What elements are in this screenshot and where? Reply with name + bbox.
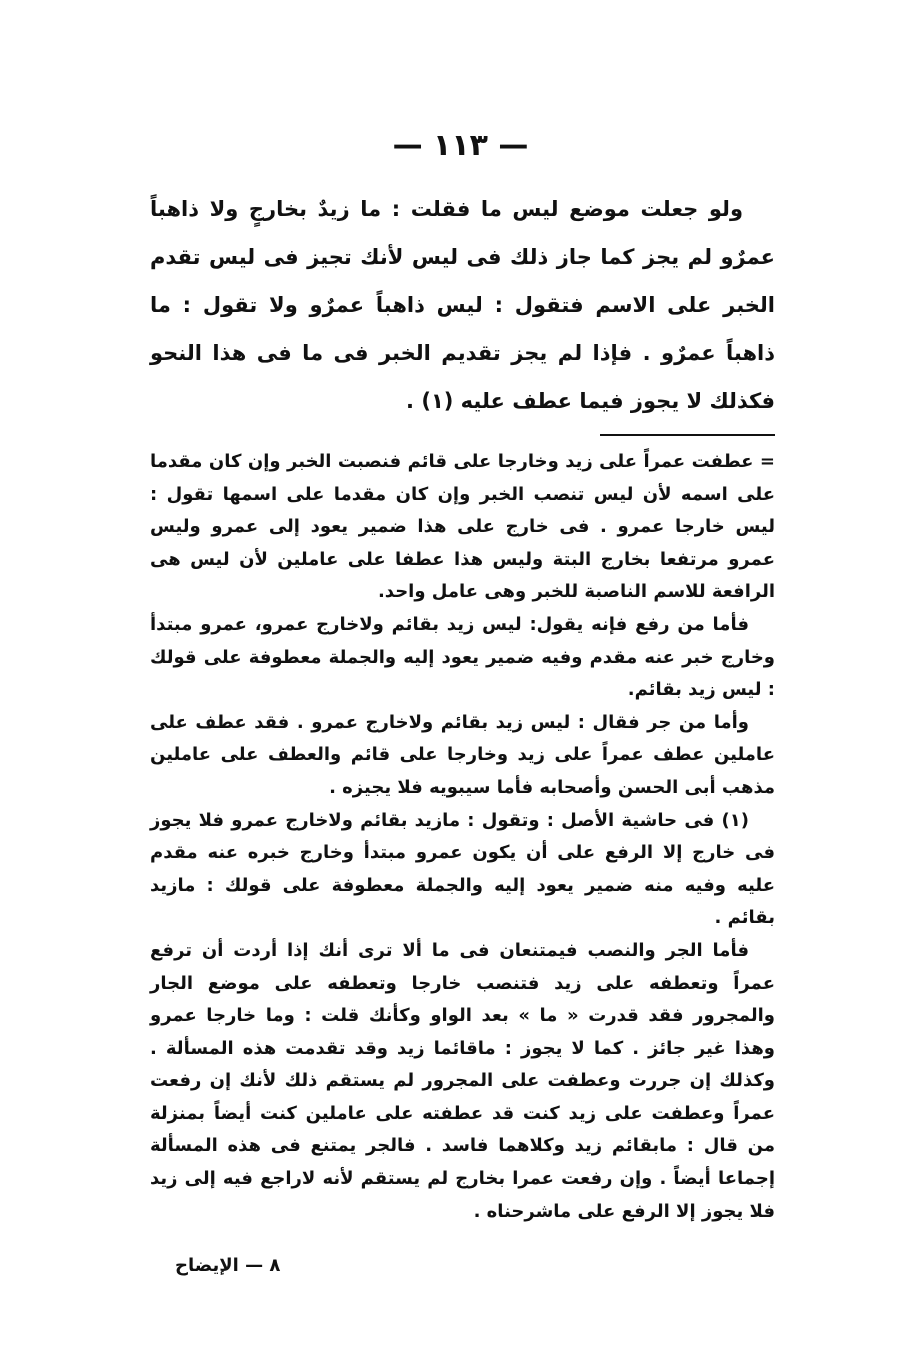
main-text — [150, 185, 775, 425]
footnote-continuation: = عطفت عمراً على زيد وخارجا على قائم فنصبت الخبر وإن كان مقدما على اسمه لأن ليس تنصب الخبر وإن كان مقدما على اسمها تقول : ليس خارجا عمرو . فى خارج على هذا ضمير يعود إلى عمرو وليس عمرو مرتفعا بخارج البتة وليس هذا عطفا على عاملين لأن ليس هى الرافعة للاسم الناصبة للخبر وهى عامل واحد. — [150, 451, 775, 603]
footnote-paragraph-raf: فأما من رفع فإنه يقول: ليس زيد بقائم ولاخارج عمرو، عمرو مبتدأ وخارج خبر عنه مقدم وفيه ضمير يعود إليه والجملة معطوفة على قولك : ليس زيد بقائم. — [150, 613, 775, 701]
footnote-1: (١) فى حاشية الأصل : وتقول : مازيد بقائم ولاخارج عمرو فلا يجوز فى خارج إلا الرفع على أن يكون عمرو مبتدأ وخارج خبره عنه مقدم عليه وفيه منه ضمير يعود إليه والجملة معطوفة على قولك : مازيد بقائم . — [150, 809, 775, 929]
footnotes — [150, 446, 775, 1228]
page-number: — ١١٣ — — [392, 128, 529, 163]
footnote-paragraph-nasb: فأما الجر والنصب فيمتنعان فى ما ألا ترى أنك إذا أردت أن ترفع عمراً وتعطفه على زيد فتنصب خارجا وتعطفه على موضع الجار والمجرور فقد قدرت « ما » بعد الواو وكأنك قلت : وما خارجا عمرو وهذا غير جائز . كما لا يجوز : ماقائما زيد وقد تقدمت هذه المسألة . وكذلك إن جررت وعطفت على المجرور لم يستقم ذلك لأنك إن رفعت عمراً وعطفت على زيد كنت قد عطفته على عاملين كنت أيضاً بمنزلة من قال : مابقائم زيد وكلاهما فاسد . فالجر يمتنع فى هذه المسألة إجماعا أيضاً . وإن رفعت عمرا بخارج لم يستقم لأنه لاراجع فيه إلى زيد فلا يجوز إلا الرفع على ماشرحناه . — [150, 939, 775, 1222]
main-paragraph: ولو جعلت موضع ليس ما فقلت : ما زيدٌ بخارجٍ ولا ذاهباً عمرٌو لم يجز كما جاز ذلك فى ليس لأنك تجيز فى ليس تقدم الخبر على الاسم فتقول : ليس ذاهباً عمرٌو ولا تقول : ما ذاهباً عمرٌو . فإذا لم يجز تقديم الخبر فى ما فى هذا النحو فكذلك لا يجوز فيما عطف عليه (١) . — [150, 197, 775, 413]
footnote-separator — [600, 434, 775, 436]
footnote-paragraph-jarr: وأما من جر فقال : ليس زيد بقائم ولاخارج عمرو . فقد عطف على عاملين عطف عمراً على زيد وخارجا على قائم والعطف على عاملين مذهب أبى الحسن وأصحابه فأما سيبويه فلا يجيزه . — [150, 711, 775, 798]
signature-mark: ٨ — الإيضاح — [175, 1255, 281, 1276]
